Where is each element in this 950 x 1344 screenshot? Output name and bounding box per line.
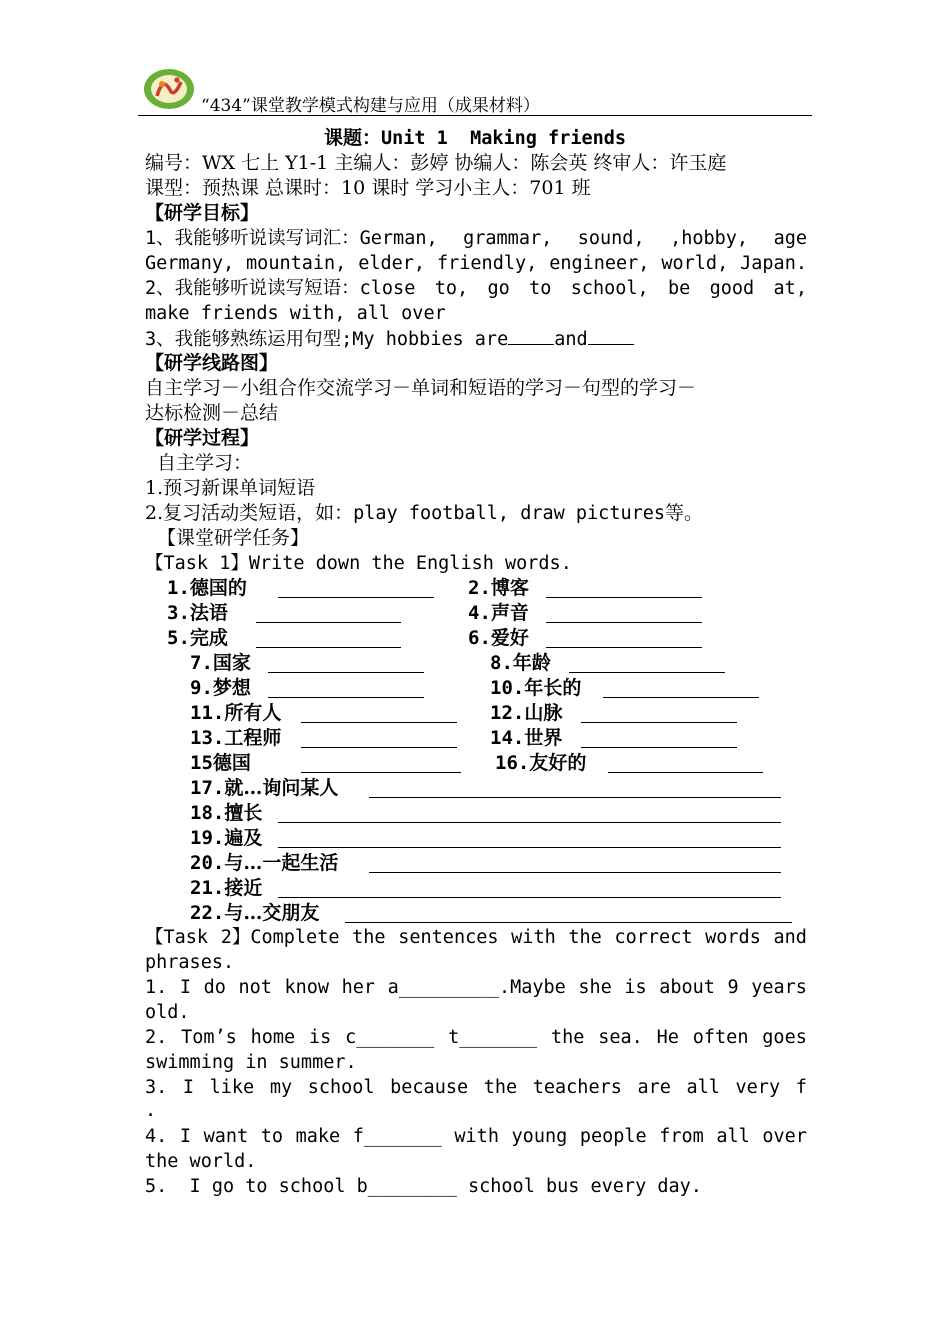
task1-answer-line[interactable]: [268, 697, 424, 698]
sentence1-a: [145, 975, 807, 1000]
goal1-line-a: [145, 226, 807, 251]
word: home: [250, 1027, 296, 1048]
sentence4-b: the world.: [145, 1151, 257, 1172]
task1-answer-line[interactable]: [369, 797, 781, 798]
task1-item: [190, 701, 281, 726]
doc-title-label: 课题：: [323, 127, 381, 149]
word: the: [352, 927, 386, 948]
step2-prefix: 2.复习活动类短语，如：: [145, 502, 354, 524]
word: Germany,: [145, 253, 235, 274]
task1-item-label: 年长的: [524, 677, 582, 699]
task1-answer-line[interactable]: [546, 597, 702, 598]
word: to,: [434, 278, 469, 299]
word: 1、我能够听说读写词汇：German,: [145, 228, 438, 249]
word: goes: [762, 1027, 807, 1048]
sentence2-a: [145, 1025, 807, 1050]
word: the: [483, 1077, 518, 1098]
task1-item-number: 6.: [468, 627, 491, 649]
word: people: [579, 1126, 647, 1147]
word: are: [637, 1077, 671, 1098]
word: she: [578, 977, 612, 998]
task1-answer-line[interactable]: [608, 772, 763, 773]
task1-item-label: 山脉: [524, 702, 563, 724]
task1-heading: 【Task 1】Write down the English words.: [145, 553, 572, 574]
task1-item-label: 擅长: [224, 802, 263, 824]
word: grammar,: [463, 228, 553, 249]
task2-heading-a: [145, 925, 807, 950]
task1-answer-line[interactable]: [301, 722, 457, 723]
task1-item-label: 与…一起生活: [224, 852, 339, 874]
task1-item-number: 17.: [190, 777, 225, 799]
route-line2: 达标检测－总结: [145, 402, 279, 424]
word: 9: [727, 977, 739, 998]
header-title: “434”课堂教学模式构建与应用（成果材料）: [201, 96, 540, 116]
word: is: [309, 1027, 332, 1048]
sentence3-a: [145, 1075, 807, 1100]
word: with: [454, 1126, 499, 1147]
word: her: [341, 977, 375, 998]
word: be: [668, 278, 691, 299]
task1-item: [190, 901, 319, 926]
word: teachers: [532, 1077, 622, 1098]
word: c_______: [345, 1027, 435, 1048]
word: 2、我能够听说读写短语：close: [145, 278, 416, 299]
task1-item: [495, 751, 586, 776]
task1-item: [190, 826, 262, 851]
word: and: [773, 927, 807, 948]
doc-info-line1: 编号：WX 七上 Y1-1 主编人：彭婷 协编人：陈会英 终审人：许玉庭: [145, 152, 727, 174]
word: know: [284, 977, 329, 998]
task1-item: [468, 576, 529, 601]
task1-item-number: 7.: [190, 652, 213, 674]
word: at,: [773, 278, 807, 299]
doc-title: [0, 126, 950, 151]
section-tasks: 【课堂研学任务】: [157, 527, 310, 549]
task1-item: [167, 626, 228, 651]
task1-answer-line[interactable]: [256, 647, 401, 648]
word: sentences: [398, 927, 499, 948]
task1-item: [490, 651, 551, 676]
goal3-line: [145, 326, 634, 351]
task1-item: [167, 576, 247, 601]
word: f_______: [352, 1126, 442, 1147]
task1-item-label: 梦想: [212, 677, 251, 699]
word: all: [716, 1126, 750, 1147]
task1-item-number: 10.: [490, 677, 525, 699]
word: do: [203, 977, 226, 998]
task1-item: [190, 676, 251, 701]
header-divider: [138, 115, 812, 116]
task1-item-label: 就…询问某人: [224, 777, 339, 799]
task1-item-label: 工程师: [224, 727, 282, 749]
word: 2】Complete: [220, 927, 340, 948]
word: good: [709, 278, 755, 299]
task1-answer-line[interactable]: [581, 722, 737, 723]
task1-item: [190, 776, 338, 801]
task1-item-number: 13.: [190, 727, 225, 749]
word: elder,: [358, 253, 426, 274]
word: not: [238, 977, 272, 998]
task1-answer-line[interactable]: [301, 747, 457, 748]
task1-answer-line[interactable]: [546, 647, 702, 648]
task1-item-number: 21.: [190, 877, 225, 899]
word: 1.: [145, 977, 168, 998]
task1-item-label: 接近: [224, 877, 263, 899]
goal3-mid: and: [554, 329, 588, 350]
task1-item-number: 22.: [190, 902, 225, 924]
word: 【Task: [145, 927, 209, 948]
word: a_________.Maybe: [387, 977, 566, 998]
word: age: [773, 228, 807, 249]
task1-item-number: 5.: [167, 627, 190, 649]
task1-item-number: 16.: [495, 752, 530, 774]
task1-item-label: 法语: [189, 602, 228, 624]
word: years: [751, 977, 807, 998]
task1-item: [190, 851, 338, 876]
word: my: [269, 1077, 293, 1098]
word: young: [511, 1126, 568, 1147]
task1-answer-line[interactable]: [278, 822, 781, 823]
task1-item: [190, 751, 251, 776]
task1-item-label: 年龄: [512, 652, 551, 674]
task1-item-label: 所有人: [224, 702, 282, 724]
word: words: [705, 927, 761, 948]
school-logo-icon: [143, 68, 195, 110]
doc-info-line2: 课型：预热课 总课时：10 课时 学习小主人：701 班: [145, 177, 591, 199]
task1-item: [468, 626, 529, 651]
task1-item-number: 3.: [167, 602, 190, 624]
task1-item-label: 遍及: [224, 827, 263, 849]
task1-item: [490, 701, 562, 726]
task2-heading-b: phrases.: [145, 952, 235, 973]
word: 4.: [145, 1126, 168, 1147]
task1-item-number: 12.: [490, 702, 525, 724]
task1-item-label: 德国: [212, 752, 251, 774]
word: ,hobby,: [670, 228, 749, 249]
word: Tom’s: [181, 1027, 237, 1048]
task1-item-number: 4.: [468, 602, 491, 624]
sentence5: 5. I go to school b________ school bus every day.: [145, 1176, 702, 1197]
word: school,: [570, 278, 649, 299]
word: 2.: [145, 1027, 168, 1048]
goal3-prefix: 3、我能够熟练运用句型;My hobbies are: [145, 329, 509, 350]
task1-item-label: 与…交朋友: [224, 902, 320, 924]
word: from: [659, 1126, 704, 1147]
task1-item-label: 友好的: [529, 752, 587, 774]
word: with: [511, 927, 556, 948]
task1-answer-line[interactable]: [369, 872, 781, 873]
task1-item-number: 20.: [190, 852, 225, 874]
task1-answer-line[interactable]: [546, 622, 702, 623]
task1-item: [490, 726, 562, 751]
task1-item-label: 世界: [524, 727, 563, 749]
doc-title-value: Unit 1 Making friends: [380, 128, 627, 149]
task1-item-number: 14.: [490, 727, 525, 749]
word: I: [179, 1126, 191, 1147]
task1-item: [190, 651, 251, 676]
word: I: [182, 1077, 195, 1098]
task1-item-number: 18.: [190, 802, 225, 824]
goal1-line-b: [145, 251, 807, 276]
task1-answer-line[interactable]: [301, 772, 461, 773]
word: go: [487, 278, 510, 299]
word: 3.: [145, 1077, 168, 1098]
task1-item: [468, 601, 529, 626]
word: school: [307, 1077, 375, 1098]
task1-answer-line[interactable]: [278, 597, 434, 598]
word: He: [656, 1027, 679, 1048]
word: all: [686, 1077, 720, 1098]
word: to: [260, 1126, 283, 1147]
word: friendly,: [437, 253, 538, 274]
task1-answer-line[interactable]: [603, 697, 759, 698]
step2: [145, 501, 703, 526]
task1-answer-line[interactable]: [345, 922, 792, 923]
word: is: [624, 977, 647, 998]
task1-answer-line[interactable]: [278, 897, 781, 898]
word: the: [568, 927, 602, 948]
task1-item-label: 完成: [189, 627, 228, 649]
step2-suffix: 等。: [665, 502, 704, 524]
task1-item-label: 德国的: [189, 577, 247, 599]
word: engineer,: [549, 253, 650, 274]
word: sound,: [577, 228, 645, 249]
section-goals: 【研学目标】: [145, 202, 260, 224]
sentence4-a: [145, 1124, 807, 1149]
word: mountain,: [246, 253, 347, 274]
task1-answer-line[interactable]: [256, 622, 401, 623]
word: f: [795, 1077, 807, 1098]
step2-english: play football, draw pictures: [353, 503, 666, 524]
word: very: [735, 1077, 781, 1098]
route-line1: 自主学习－小组合作交流学习－单词和短语的学习－句型的学习－: [145, 377, 697, 399]
word: I: [179, 977, 191, 998]
task1-item: [190, 801, 262, 826]
word: make: [295, 1126, 341, 1147]
task1-item-number: 9.: [190, 677, 213, 699]
task1-item-number: 15: [190, 752, 213, 774]
answer-blank[interactable]: [508, 326, 554, 345]
task1-item-label: 声音: [490, 602, 529, 624]
word: over: [762, 1126, 807, 1147]
word: to: [529, 278, 552, 299]
task1-item-number: 8.: [490, 652, 513, 674]
task1-item-label: 国家: [212, 652, 251, 674]
task1-item-label: 博客: [490, 577, 529, 599]
word: want: [203, 1126, 249, 1147]
sentence3-b: .: [145, 1100, 157, 1121]
word: because: [390, 1077, 469, 1098]
word: correct: [614, 927, 693, 948]
task1-item-label: 爱好: [490, 627, 529, 649]
word: Japan.: [740, 253, 807, 274]
task1-answer-line[interactable]: [268, 672, 424, 673]
goal2-line-a: [145, 276, 807, 301]
self-study-label: 自主学习：: [157, 452, 253, 474]
word: the: [551, 1027, 585, 1048]
task1-item-number: 1.: [167, 577, 190, 599]
word: like: [209, 1077, 255, 1098]
word: about: [659, 977, 715, 998]
section-process: 【研学过程】: [145, 427, 260, 449]
word: world,: [661, 253, 729, 274]
step1: 1.预习新课单词短语: [145, 477, 316, 499]
task1-item: [490, 676, 581, 701]
task1-item-number: 2.: [468, 577, 491, 599]
sentence2-b: swimming in summer.: [145, 1052, 357, 1073]
word: often: [692, 1027, 749, 1048]
section-route: 【研学线路图】: [145, 352, 279, 374]
word: t_______: [448, 1027, 538, 1048]
task1-item: [190, 876, 262, 901]
task1-item-number: 11.: [190, 702, 225, 724]
word: sea.: [598, 1027, 643, 1048]
goal2-line-b: make friends with, all over: [145, 303, 446, 324]
task1-answer-line[interactable]: [581, 747, 737, 748]
task1-item: [167, 601, 228, 626]
sentence1-b: old.: [145, 1002, 190, 1023]
task1-answer-line[interactable]: [278, 847, 781, 848]
task1-item-number: 19.: [190, 827, 225, 849]
task1-answer-line[interactable]: [569, 672, 725, 673]
task1-item: [190, 726, 281, 751]
answer-blank[interactable]: [588, 326, 634, 345]
